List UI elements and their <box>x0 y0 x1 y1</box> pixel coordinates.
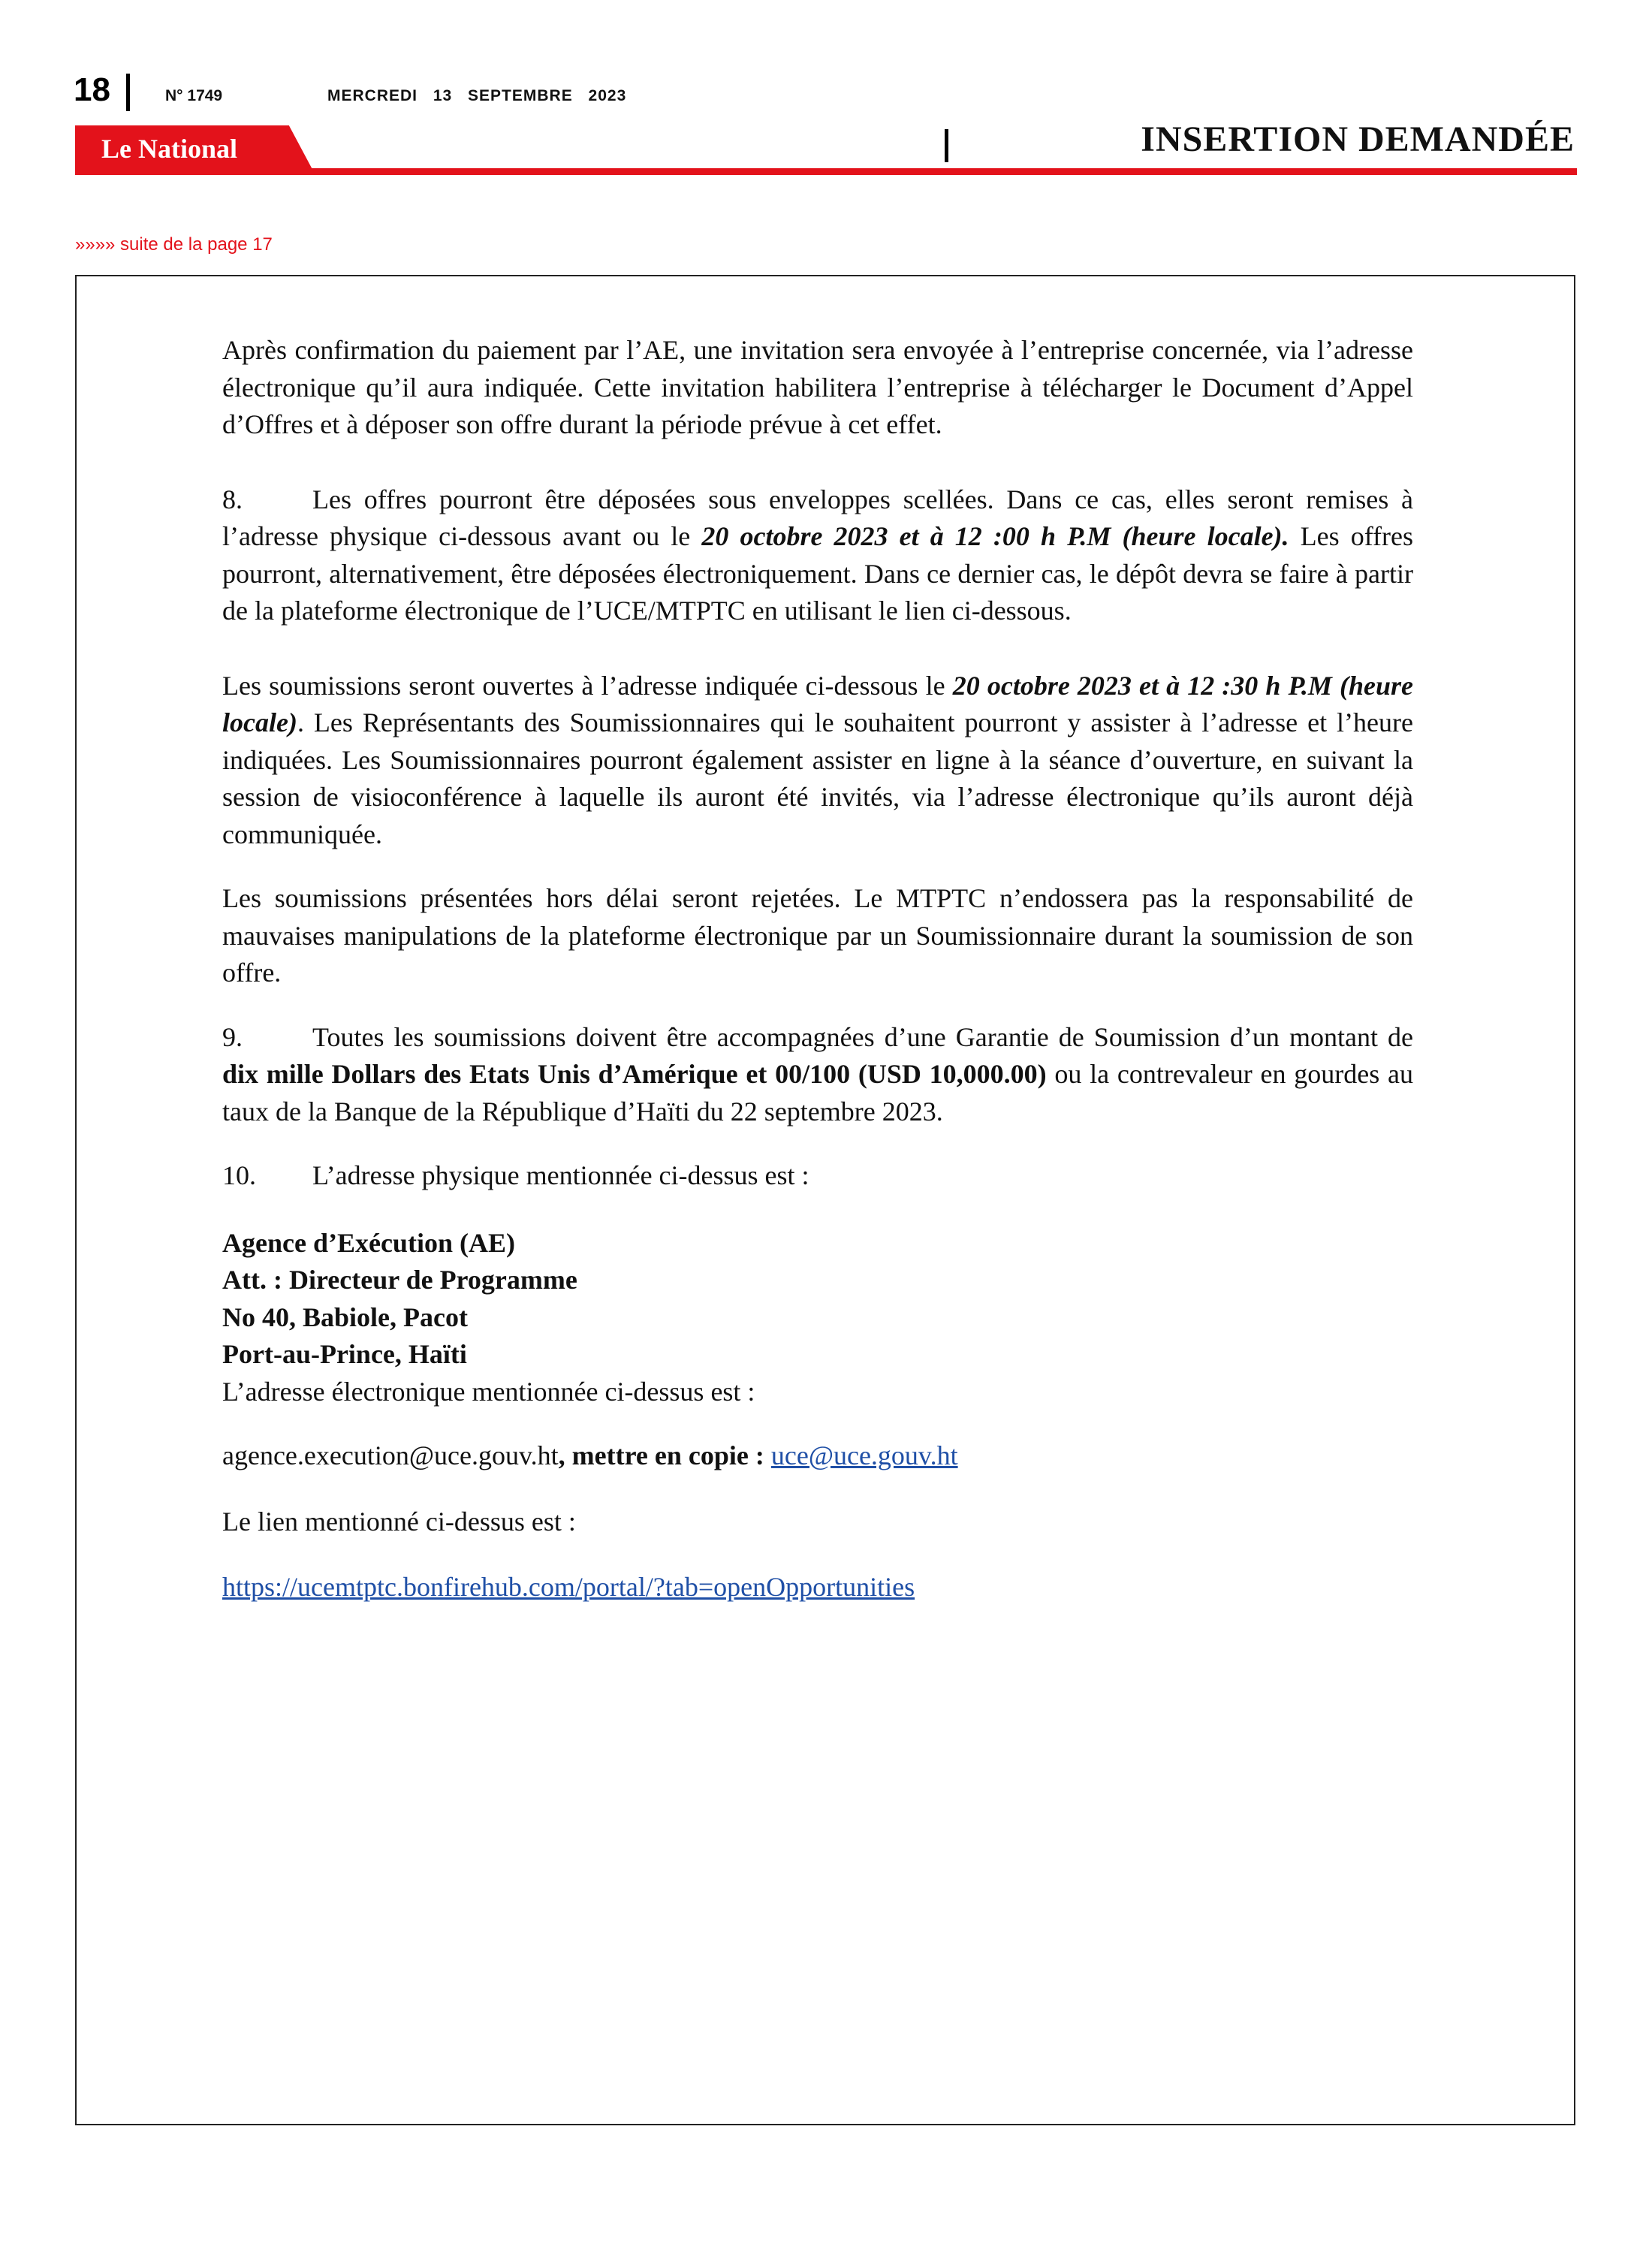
text: Les offres pourront, alternativement, être déposées électroniquement. Dans ce dernier cas, le dépôt devra se faire à partir de la plateforme électronique de l’UCE/MTPTC en utilisant le lien ci-dessous. <box>222 521 1414 626</box>
text: Les soumissions seront ouvertes à l’adresse indiquée ci-dessous le <box>222 670 953 701</box>
link-intro: Le lien mentionné ci-dessus est : <box>222 1506 576 1537</box>
paragraph-invitation: Après confirmation du paiement par l’AE, une invitation sera envoyée à l’entreprise concernée, via l’adresse électronique qu’il aura indiquée. Cette invitation habilitera l’entreprise à télécharger le Document d’Appel d’Offres et à déposer son offre durant la période prévue à cet effet. <box>222 335 1413 439</box>
deadline-text: 20 octobre 2023 et à 12 :00 h P.M (heure locale). <box>701 521 1289 551</box>
issue-number: N° 1749 <box>165 87 223 104</box>
email-cc-link[interactable]: uce@uce.gouv.ht <box>770 1440 958 1470</box>
guarantee-amount: dix mille Dollars des Etats Unis d’Amérique et 00/100 (USD 10,000.00) <box>222 1059 1047 1089</box>
address-line: Agence d’Exécution (AE) <box>222 1227 515 1258</box>
item-number: 8. <box>222 484 243 514</box>
physical-address <box>222 1225 1413 1411</box>
continued-from: »»»» suite de la page 17 <box>75 234 273 255</box>
brand-name: Le National <box>101 134 238 164</box>
page-number-divider <box>126 74 130 111</box>
text: Toutes les soumissions doivent être accompagnées d’une Garantie de Soumission d’un montant de <box>312 1021 1413 1052</box>
paragraph-8 <box>222 481 1413 630</box>
text: . Les Représentants des Soumissionnaires qui le souhaitent pourront y assister à l’adresse et l’heure indiquées. Les Soumissionnaires pourront également assister en ligne à la séance d’ouverture, en suivant la session de visioconférence à laquelle ils auront été invités, via l’adresse électronique qu’ils auront déjà communiquée. <box>222 707 1413 849</box>
item-number: 9. <box>222 1021 243 1052</box>
text: ou la contrevaleur en gourdes au taux de la Banque de la République d’Haïti du 22 septembre 2023. <box>222 1059 1413 1126</box>
portal-link[interactable]: https://ucemtptc.bonfirehub.com/portal/?tab=openOpportunities <box>222 1572 915 1602</box>
paragraph-opening <box>222 668 1413 854</box>
section-title: INSERTION DEMANDÉE <box>1141 119 1575 159</box>
address-line: Att. : Directeur de Programme <box>222 1265 577 1295</box>
address-line: No 40, Babiole, Pacot <box>222 1301 468 1332</box>
issue-date: MERCREDI 13 SEPTEMBRE 2023 <box>327 87 627 104</box>
opening-time-text: 20 octobre 2023 et à 12 :30 h P.M (heure locale) <box>222 670 1413 737</box>
paragraph-9 <box>222 1019 1413 1131</box>
email-cc-label: , mettre en copie : <box>558 1440 771 1470</box>
text: Les offres pourront être déposées sous enveloppes scellées. Dans ce cas, elles seront remises à l’adresse physique ci-dessous avant ou le <box>222 484 1413 551</box>
text: L’adresse physique mentionnée ci-dessus est : <box>312 1160 809 1190</box>
insertion-content <box>222 332 1413 1606</box>
page-number: 18 <box>74 71 110 108</box>
paragraph-10 <box>222 1157 1413 1195</box>
email-main: agence.execution@uce.gouv.ht <box>222 1440 559 1470</box>
email-line <box>222 1437 1413 1475</box>
header-divider <box>945 129 948 162</box>
item-number: 10. <box>222 1160 256 1190</box>
paragraph-late-submissions: Les soumissions présentées hors délai seront rejetées. Le MTPTC n’endossera pas la responsabilité de mauvaises manipulations de la plateforme électronique par un Soumissionnaire durant la soumission de son offre. <box>222 883 1413 988</box>
link-line <box>222 1569 1413 1606</box>
email-intro: L’adresse électronique mentionnée ci-dessus est : <box>222 1376 755 1407</box>
address-line: Port-au-Prince, Haïti <box>222 1339 467 1369</box>
